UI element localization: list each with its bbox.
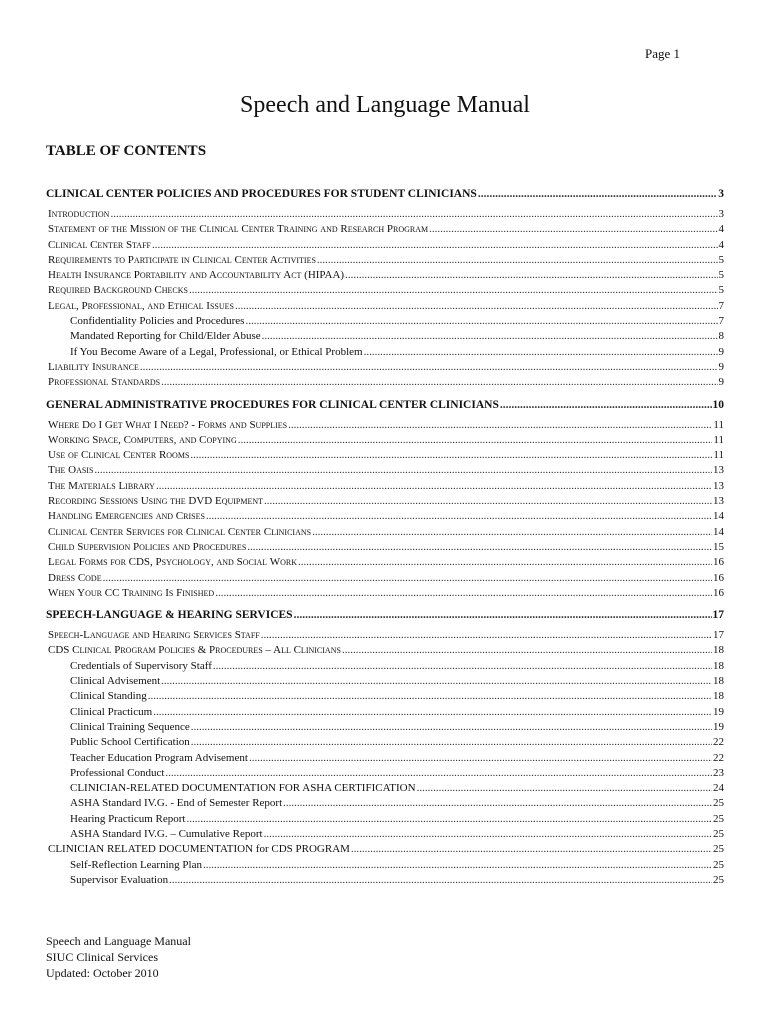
toc-entry-title: CLINICAL CENTER POLICIES AND PROCEDURES FOR STUDENT CLINICIANS: [46, 188, 477, 200]
toc-leader-dots: [189, 283, 718, 298]
toc-entry-title: When Your CC Training Is Finished: [48, 586, 215, 599]
toc-leader-dots: [153, 705, 712, 720]
toc-leader-dots: [288, 418, 712, 433]
toc-entry-title: Hearing Practicum Report: [70, 812, 186, 825]
toc-entry-page: 19: [713, 720, 724, 733]
toc-entry[interactable]: [46, 268, 724, 283]
toc-entry-title: Confidentiality Policies and Procedures: [70, 315, 245, 328]
toc-entry-title: Liability Insurance: [48, 360, 139, 373]
toc-entry[interactable]: [46, 766, 724, 781]
page-number: Page 1: [644, 46, 680, 61]
toc-entry-page: 17: [712, 609, 724, 622]
toc-entry-page: 8: [718, 330, 724, 343]
toc-leader-dots: [298, 555, 712, 570]
toc-entry-title: Introduction: [48, 208, 110, 220]
toc-entry-page: 13: [713, 495, 724, 508]
toc-entry-page: 18: [713, 690, 724, 703]
toc-entry-page: 7: [718, 315, 724, 328]
toc-entry-title: Requirements to Participate in Clinical Center Activities: [48, 253, 316, 266]
toc-entry-page: 4: [718, 238, 724, 251]
toc-entry[interactable]: [46, 238, 724, 253]
toc-leader-dots: [262, 329, 718, 344]
toc-leader-dots: [161, 375, 717, 390]
toc-entry-page: 25: [713, 827, 724, 840]
toc-entry-title: Health Insurance Portability and Accountability Act (HIPAA): [48, 269, 345, 282]
toc-entry-title: Legal, Professional, and Ethical Issues: [48, 299, 234, 312]
toc-entry-page: 5: [718, 253, 724, 266]
toc-leader-dots: [245, 314, 717, 329]
footer-line-updated: Updated: October 2010: [46, 966, 159, 980]
toc-entry-page: 13: [713, 479, 724, 492]
toc-entry[interactable]: [46, 781, 724, 796]
toc-leader-dots: [203, 858, 712, 873]
toc-entry[interactable]: [46, 720, 724, 735]
toc-entry-title: Clinical Advisement: [70, 675, 161, 688]
toc-leader-dots: [161, 674, 712, 689]
toc-entry[interactable]: [46, 207, 724, 222]
toc-entry-page: 15: [713, 540, 724, 553]
toc-entry-title: CLINICIAN RELATED DOCUMENTATION for CDS PROGRAM: [48, 843, 350, 856]
toc-entry-title: Professional Conduct: [70, 766, 165, 779]
toc-leader-dots: [186, 812, 712, 827]
toc-entry[interactable]: [46, 299, 724, 314]
toc-entry[interactable]: [46, 659, 724, 674]
toc-entry[interactable]: [46, 628, 724, 643]
toc-entry[interactable]: [46, 705, 724, 720]
toc-entry-page: 4: [718, 223, 724, 236]
toc-entry[interactable]: [46, 345, 724, 360]
toc-entry-page: 18: [713, 644, 724, 657]
toc-entry-page: 16: [713, 556, 724, 569]
toc-heading: TABLE OF CONTENTS: [46, 143, 207, 159]
toc-entry-title: Dress Code: [48, 571, 102, 584]
toc-entry-page: 3: [718, 188, 724, 200]
toc-leader-dots: [238, 433, 713, 448]
toc-entry[interactable]: [46, 827, 724, 842]
toc-leader-dots: [417, 781, 712, 796]
toc-entry-title: Clinical Practicum: [70, 705, 153, 718]
toc-entry-page: 13: [713, 464, 724, 477]
toc-leader-dots: [264, 494, 712, 509]
toc-entry-page: 9: [718, 360, 724, 373]
toc-leader-dots: [283, 796, 712, 811]
toc-entry-title: Clinical Center Services for Clinical Center Clinicians: [48, 525, 312, 538]
toc-leader-dots: [165, 766, 712, 781]
toc-entry-page: 25: [713, 858, 724, 871]
toc-entry[interactable]: [46, 463, 724, 478]
toc-leader-dots: [294, 606, 712, 624]
toc-leader-dots: [429, 222, 717, 237]
toc-leader-dots: [249, 751, 712, 766]
toc-entry-page: 25: [713, 812, 724, 825]
toc-entry-title: Public School Certification: [70, 736, 190, 749]
toc-entry-page: 7: [718, 299, 724, 312]
toc-entry-page: 25: [713, 797, 724, 810]
toc-entry[interactable]: [46, 396, 724, 414]
toc-leader-dots: [500, 396, 712, 414]
toc-leader-dots: [103, 571, 712, 586]
toc-leader-dots: [213, 659, 712, 674]
toc-entry[interactable]: [46, 509, 724, 524]
toc-entry[interactable]: [46, 329, 724, 344]
toc-entry[interactable]: [46, 540, 724, 555]
toc-leader-dots: [156, 479, 712, 494]
toc-entry-title: If You Become Aware of a Legal, Professional, or Ethical Problem: [70, 345, 363, 358]
toc-leader-dots: [152, 238, 718, 253]
toc-leader-dots: [317, 253, 718, 268]
toc-entry[interactable]: [46, 448, 724, 463]
toc-leader-dots: [247, 540, 712, 555]
toc-entry[interactable]: [46, 222, 724, 237]
document-title: Speech and Language Manual: [240, 92, 530, 118]
toc-entry-title: Legal Forms for CDS, Psychology, and Social Work: [48, 556, 297, 569]
toc-leader-dots: [261, 628, 712, 643]
toc-entry-page: 11: [713, 418, 724, 431]
toc-entry-title: Statement of the Mission of the Clinical Center Training and Research Program: [48, 223, 429, 236]
toc-entry-page: 16: [713, 571, 724, 584]
toc-entry[interactable]: [46, 418, 724, 433]
toc-entry[interactable]: [46, 375, 724, 390]
toc-entry-page: 9: [718, 345, 724, 358]
toc-entry-title: The Materials Library: [48, 479, 155, 492]
toc-leader-dots: [215, 586, 712, 601]
toc-entry-page: 18: [713, 675, 724, 688]
toc-entry[interactable]: [46, 253, 724, 268]
toc-entry[interactable]: [46, 283, 724, 298]
toc-entry-page: 17: [713, 629, 724, 642]
toc-entry-page: 14: [713, 525, 724, 538]
toc-entry[interactable]: [46, 751, 724, 766]
toc-entry-title: Clinical Center Staff: [48, 238, 151, 251]
toc-entry-page: 9: [718, 376, 724, 389]
toc-entry-title: Professional Standards: [48, 376, 161, 389]
toc-entry-page: 22: [713, 751, 724, 764]
toc-leader-dots: [140, 360, 718, 375]
toc-entry-title: Working Space, Computers, and Copying: [48, 433, 237, 446]
toc-entry[interactable]: [46, 586, 724, 601]
footer-line-manual: Speech and Language Manual: [46, 934, 191, 948]
toc-entry[interactable]: [46, 185, 724, 203]
toc-entry[interactable]: [46, 674, 724, 689]
footer-line-services: SIUC Clinical Services: [46, 950, 158, 964]
toc-entry-title: GENERAL ADMINISTRATIVE PROCEDURES FOR CLINICAL CENTER CLINICIANS: [46, 398, 499, 411]
toc-entry[interactable]: [46, 555, 724, 570]
toc-entry-page: 24: [713, 782, 724, 795]
toc-leader-dots: [190, 448, 712, 463]
toc-entry-page: 14: [713, 510, 724, 523]
toc-entry[interactable]: [46, 606, 724, 624]
toc-entry-title: Supervisor Evaluation: [70, 873, 169, 886]
toc-entry-title: Teacher Education Program Advisement: [70, 751, 248, 764]
toc-entry-title: The Oasis: [48, 464, 94, 477]
toc-entry[interactable]: [46, 643, 724, 658]
toc-entry-title: ASHA Standard IV.G. - End of Semester Report: [70, 797, 283, 810]
toc-leader-dots: [110, 207, 717, 222]
toc-entry[interactable]: [46, 314, 724, 329]
toc-entry-page: 5: [718, 284, 724, 297]
toc-leader-dots: [364, 345, 718, 360]
toc-leader-dots: [345, 268, 717, 283]
toc-leader-dots: [312, 525, 712, 540]
toc-entry-title: CLINICIAN-RELATED DOCUMENTATION FOR ASHA CERTIFICATION: [70, 782, 416, 795]
toc-entry-page: 23: [713, 766, 724, 779]
toc-entry-title: Self-Reflection Learning Plan: [70, 858, 202, 871]
toc-entry[interactable]: [46, 689, 724, 704]
toc-leader-dots: [478, 185, 717, 203]
toc-entry-title: Recording Sessions Using the DVD Equipment: [48, 495, 264, 508]
toc-entry[interactable]: [46, 812, 724, 827]
toc-entry-title: SPEECH-LANGUAGE & HEARING SERVICES: [46, 609, 293, 622]
toc-leader-dots: [342, 643, 712, 658]
toc-entry-title: Use of Clinical Center Rooms: [48, 449, 190, 462]
toc-entry-title: Mandated Reporting for Child/Elder Abuse: [70, 330, 261, 343]
toc-entry[interactable]: [46, 842, 724, 857]
toc-entry-title: Child Supervision Policies and Procedures: [48, 540, 247, 553]
toc-leader-dots: [206, 509, 712, 524]
toc-entry[interactable]: [46, 494, 724, 509]
toc-entry[interactable]: [46, 525, 724, 540]
toc-leader-dots: [235, 299, 718, 314]
toc-entry-page: 11: [713, 449, 724, 462]
toc-leader-dots: [264, 827, 712, 842]
toc-leader-dots: [169, 873, 712, 888]
toc-entry-title: Clinical Standing: [70, 690, 147, 703]
toc-entry-page: 3: [718, 208, 724, 220]
toc-entry[interactable]: [46, 360, 724, 375]
toc-leader-dots: [351, 842, 712, 857]
toc-entry-page: 22: [713, 736, 724, 749]
toc-entry-title: Required Background Checks: [48, 284, 188, 297]
toc-entry-title: Where Do I Get What I Need? - Forms and Supplies: [48, 418, 288, 431]
toc-entry-title: Clinical Training Sequence: [70, 720, 190, 733]
toc-leader-dots: [94, 463, 712, 478]
toc-entry-page: 25: [713, 873, 724, 886]
toc-entry-page: 11: [713, 433, 724, 446]
toc-leader-dots: [148, 689, 712, 704]
toc-entry[interactable]: [46, 479, 724, 494]
toc-entry[interactable]: [46, 571, 724, 586]
toc-entry-page: 16: [713, 586, 724, 599]
toc-entry[interactable]: [46, 858, 724, 873]
toc-entry[interactable]: [46, 433, 724, 448]
toc-entry-title: CDS Clinical Program Policies & Procedures – All Clinicians: [48, 644, 341, 657]
toc-entry-title: Speech-Language and Hearing Services Staff: [48, 629, 260, 642]
toc-entry-title: Credentials of Supervisory Staff: [70, 659, 212, 672]
toc-entry-page: 5: [718, 269, 724, 282]
toc-leader-dots: [191, 735, 712, 750]
toc-entry[interactable]: [46, 735, 724, 750]
table-of-contents: [46, 185, 724, 888]
toc-entry[interactable]: [46, 796, 724, 811]
toc-entry[interactable]: [46, 873, 724, 888]
footer: [46, 933, 191, 981]
toc-entry-page: 10: [712, 398, 724, 411]
toc-entry-title: Handling Emergencies and Crises: [48, 510, 205, 523]
toc-leader-dots: [191, 720, 712, 735]
toc-entry-page: 18: [713, 659, 724, 672]
toc-entry-page: 25: [713, 843, 724, 856]
toc-entry-page: 19: [713, 705, 724, 718]
toc-entry-title: ASHA Standard IV.G. – Cumulative Report: [70, 827, 263, 840]
